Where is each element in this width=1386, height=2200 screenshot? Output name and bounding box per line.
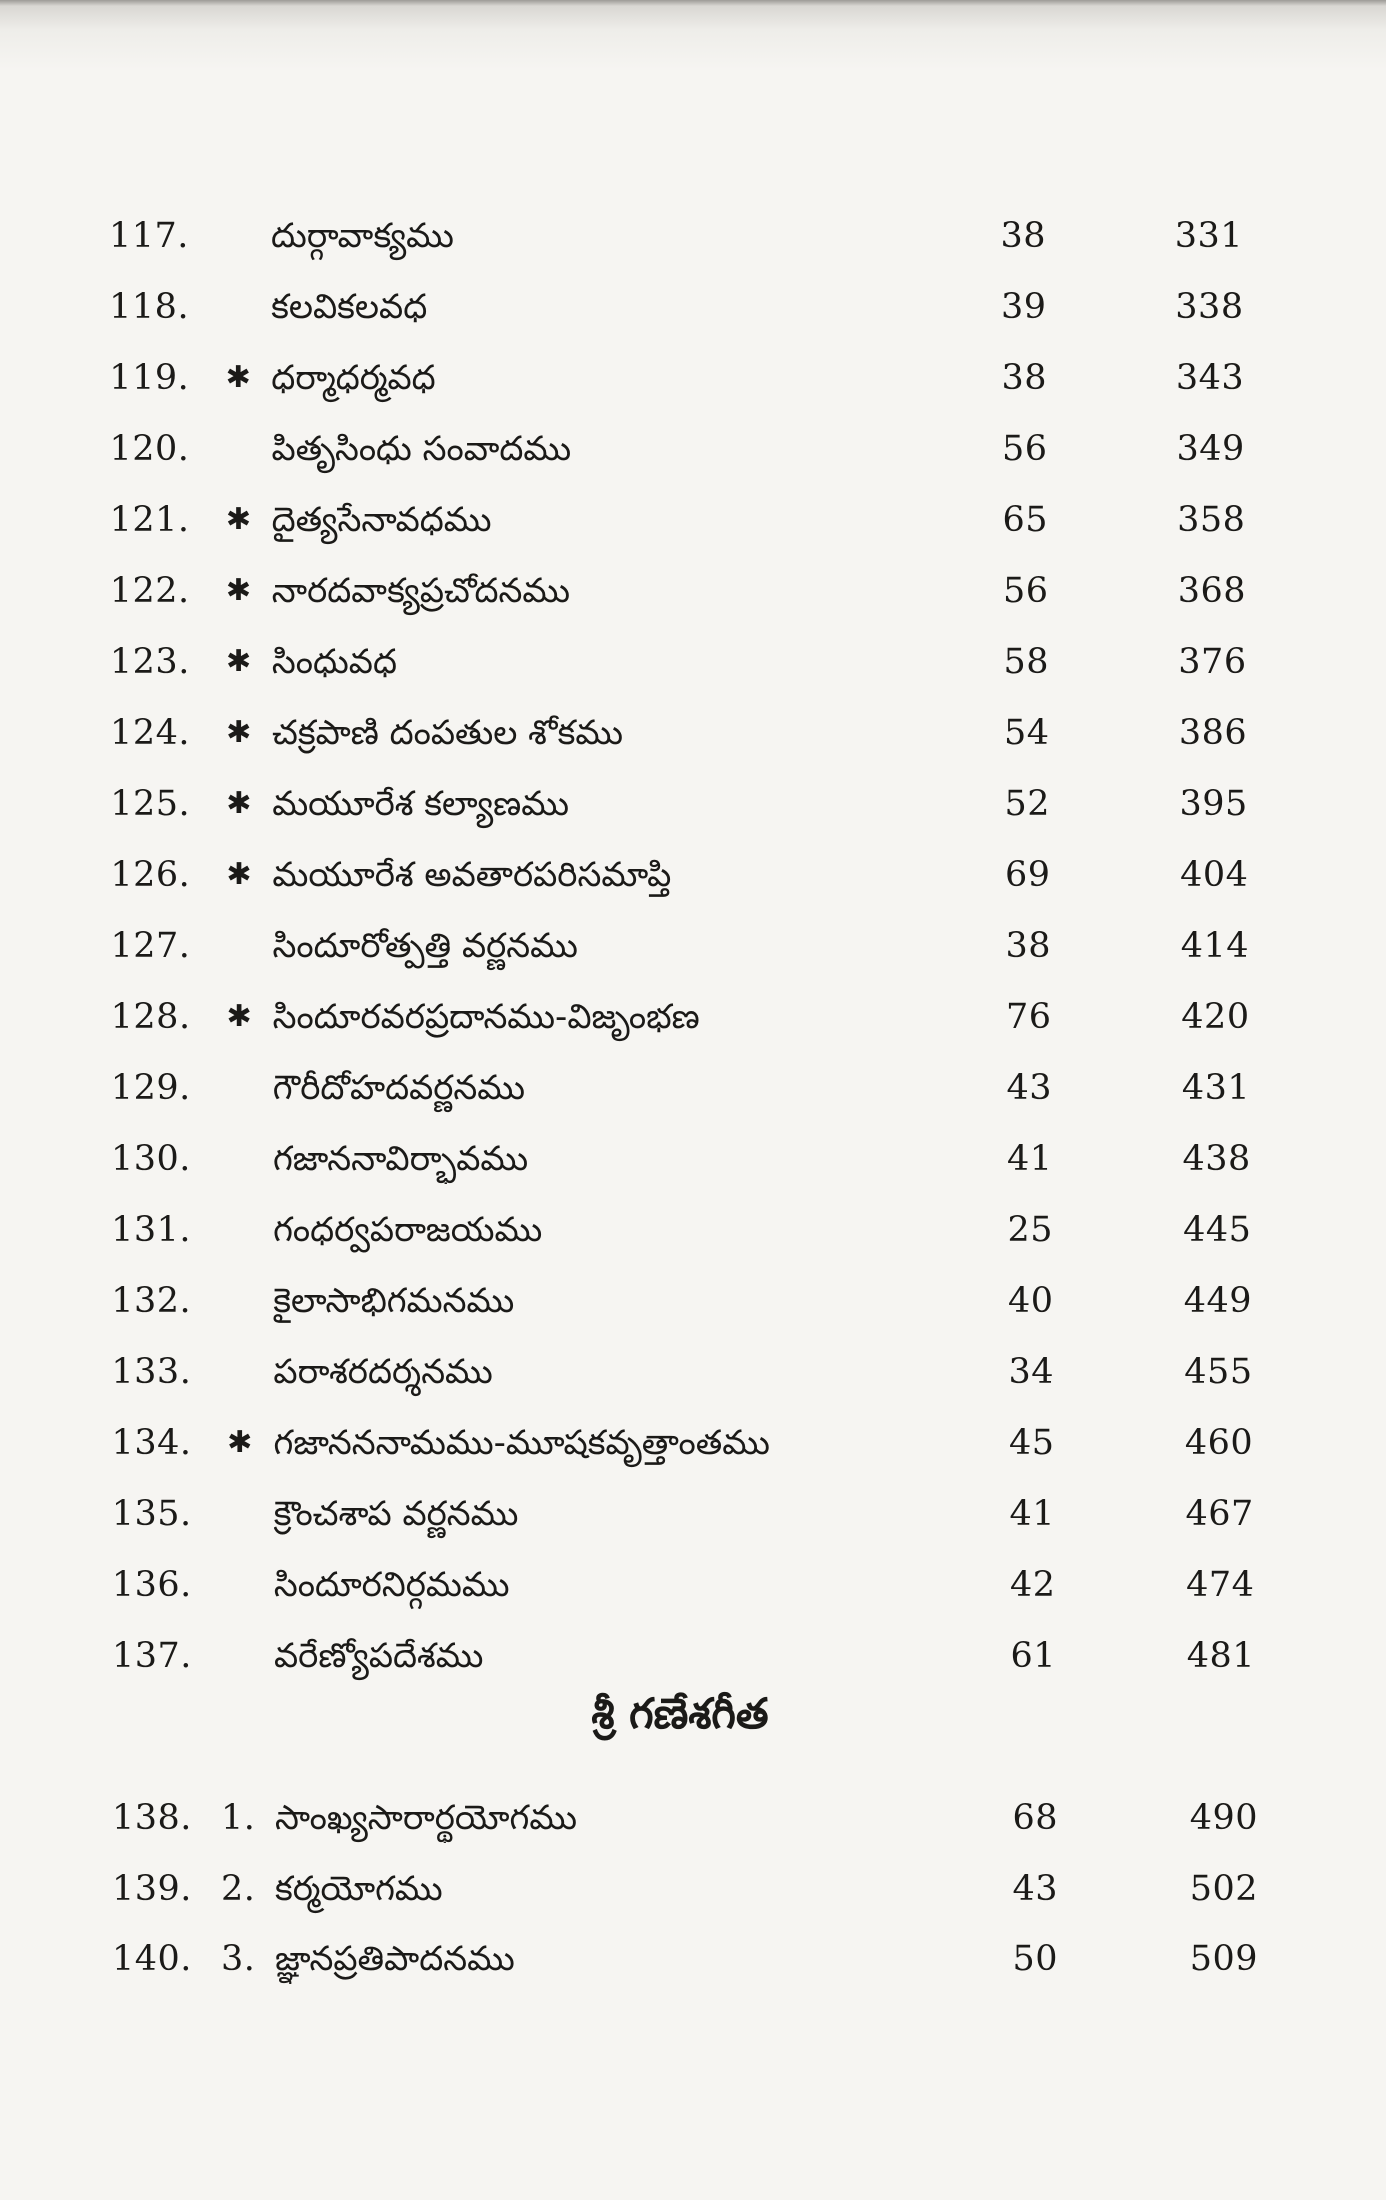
star-marker-icon: ✱	[227, 1425, 253, 1460]
entry-title: క్రౌంచశాప వర్ణనము	[273, 1494, 519, 1534]
entry-count: 56	[1002, 571, 1049, 611]
entry-title: కలవికలవధ	[271, 287, 428, 327]
entry-count: 39	[1000, 287, 1047, 327]
entry-count: 25	[1007, 1210, 1053, 1250]
entry-title: నారదవాక్యప్రచోదనము	[271, 571, 571, 611]
entry-number: 130.	[110, 1139, 191, 1179]
entry-title: మయూరేశ అవతారపరిసమాప్తి	[272, 855, 672, 895]
entry-title: వరేణ్యోపదేశము	[274, 1636, 484, 1676]
entry-count: 38	[1001, 358, 1047, 398]
entry-number: 128.	[110, 997, 191, 1037]
entry-title: సిందూరోత్పత్తి వర్ణనము	[272, 926, 578, 966]
entry-count: 41	[1009, 1494, 1055, 1534]
entry-number: 138.	[112, 1798, 192, 1838]
entry-number: 122.	[109, 571, 190, 611]
entry-number: 135.	[111, 1494, 192, 1534]
entry-title: పరాశరదర్శనము	[273, 1352, 493, 1392]
gita-entry	[0, 1864, 1386, 1914]
entry-number: 121.	[109, 500, 190, 540]
star-marker-icon: ✱	[226, 786, 252, 821]
entry-page: 376	[1178, 642, 1247, 682]
entry-page: 481	[1186, 1636, 1255, 1676]
entry-page: 460	[1184, 1423, 1254, 1463]
entry-count: 69	[1004, 855, 1051, 895]
entry-title: సిందూరవరప్రదానము-విజృంభణ	[272, 997, 700, 1037]
entry-count: 45	[1008, 1423, 1055, 1463]
entry-count: 34	[1008, 1352, 1054, 1392]
entry-page: 445	[1183, 1210, 1252, 1250]
entry-number: 136.	[111, 1565, 192, 1605]
entry-title: గౌరీదోహదవర్ణనము	[272, 1068, 526, 1108]
entry-sub-number: 1.	[221, 1798, 256, 1838]
entry-count: 43	[1012, 1868, 1058, 1909]
gita-entry	[0, 1793, 1386, 1843]
entry-title: గంధర్వపరాజయము	[273, 1210, 543, 1250]
entry-count: 54	[1003, 713, 1050, 753]
entry-page: 395	[1179, 784, 1248, 824]
entry-page: 420	[1181, 997, 1250, 1037]
entry-number: 123.	[109, 642, 190, 682]
entry-count: 58	[1003, 642, 1049, 682]
entry-page: 455	[1184, 1352, 1253, 1392]
entry-page: 343	[1175, 358, 1245, 398]
entry-page: 431	[1181, 1068, 1251, 1108]
entry-sub-number: 3.	[221, 1939, 256, 1979]
entry-number: 132.	[111, 1281, 192, 1321]
entry-count: 61	[1010, 1636, 1056, 1676]
section-heading: శ్రీ గణేశగీత	[591, 1689, 769, 1738]
entry-title: దుర్గావాక్యము	[271, 216, 454, 256]
entry-number: 126.	[110, 855, 191, 895]
entry-page: 509	[1189, 1939, 1258, 1979]
entry-title: చక్రపాణి దంపతుల శోకము	[272, 713, 624, 753]
entry-count: 56	[1001, 429, 1048, 469]
star-marker-icon: ✱	[226, 857, 252, 892]
star-marker-icon: ✱	[226, 999, 252, 1034]
entry-number: 129.	[110, 1068, 191, 1108]
entry-page: 386	[1178, 713, 1248, 753]
entry-count: 40	[1007, 1281, 1054, 1321]
entry-page: 338	[1175, 287, 1244, 327]
entry-page: 467	[1185, 1494, 1254, 1534]
entry-title: దైత్యసేనావధము	[271, 500, 492, 540]
entry-number: 137.	[112, 1636, 192, 1676]
entry-title: ధర్మాధర్మవధ	[271, 358, 436, 398]
entry-number: 120.	[109, 429, 190, 469]
entry-number: 133.	[111, 1352, 192, 1392]
entry-number: 117.	[109, 216, 189, 256]
entry-count: 68	[1012, 1798, 1058, 1838]
entry-title: కర్మయోగము	[275, 1868, 443, 1909]
entry-count: 41	[1006, 1139, 1053, 1179]
entry-number: 131.	[111, 1210, 192, 1250]
entry-count: 43	[1006, 1068, 1052, 1108]
entry-sub-number: 2.	[221, 1868, 256, 1909]
entry-page: 349	[1176, 429, 1245, 469]
gita-entry	[0, 1934, 1386, 1984]
entry-page: 404	[1180, 855, 1249, 895]
star-marker-icon: ✱	[225, 573, 252, 608]
entry-number: 125.	[110, 784, 191, 824]
entry-title: సింధువధ	[271, 642, 397, 682]
entry-number: 139.	[112, 1868, 192, 1909]
entry-title: గజానననామము-మూషకవృత్తాంతము	[273, 1423, 770, 1463]
entry-page: 438	[1182, 1139, 1251, 1179]
entry-title: మయూరేశ కల్యాణము	[272, 784, 570, 824]
entry-page: 490	[1189, 1798, 1258, 1838]
entry-title: సాంఖ్యసారార్థయోగము	[275, 1798, 578, 1838]
entry-page: 414	[1180, 926, 1249, 966]
entry-number: 140.	[112, 1939, 192, 1979]
entry-page: 358	[1177, 500, 1246, 540]
star-marker-icon: ✱	[225, 360, 251, 395]
entry-count: 76	[1005, 997, 1052, 1037]
entry-page: 331	[1174, 216, 1243, 256]
entry-title: గజాననావిర్భావము	[272, 1139, 529, 1179]
entry-count: 38	[1005, 926, 1051, 966]
entry-page: 474	[1186, 1565, 1255, 1605]
entry-page: 449	[1183, 1281, 1252, 1321]
star-marker-icon: ✱	[225, 502, 251, 537]
entry-page: 502	[1189, 1868, 1258, 1909]
entry-title: సిందూరనిర్గమము	[273, 1565, 510, 1605]
star-marker-icon: ✱	[226, 644, 252, 679]
star-marker-icon: ✱	[226, 715, 252, 750]
entry-count: 65	[1002, 500, 1048, 540]
entry-number: 124.	[110, 713, 190, 753]
entry-number: 119.	[109, 358, 190, 398]
entry-number: 118.	[109, 287, 190, 327]
entry-count: 38	[1000, 216, 1046, 256]
entry-number: 134.	[111, 1423, 192, 1463]
entry-count: 52	[1004, 784, 1050, 824]
entry-page: 368	[1177, 571, 1246, 611]
entry-count: 50	[1012, 1939, 1058, 1979]
entry-number: 127.	[110, 926, 191, 966]
entry-title: జ్ఞానప్రతిపాదనము	[275, 1939, 515, 1979]
entry-title: పితృసింధు సంవాదము	[271, 429, 572, 469]
entry-title: కైలాసాభిగమనము	[273, 1281, 515, 1321]
entry-count: 42	[1009, 1565, 1056, 1605]
